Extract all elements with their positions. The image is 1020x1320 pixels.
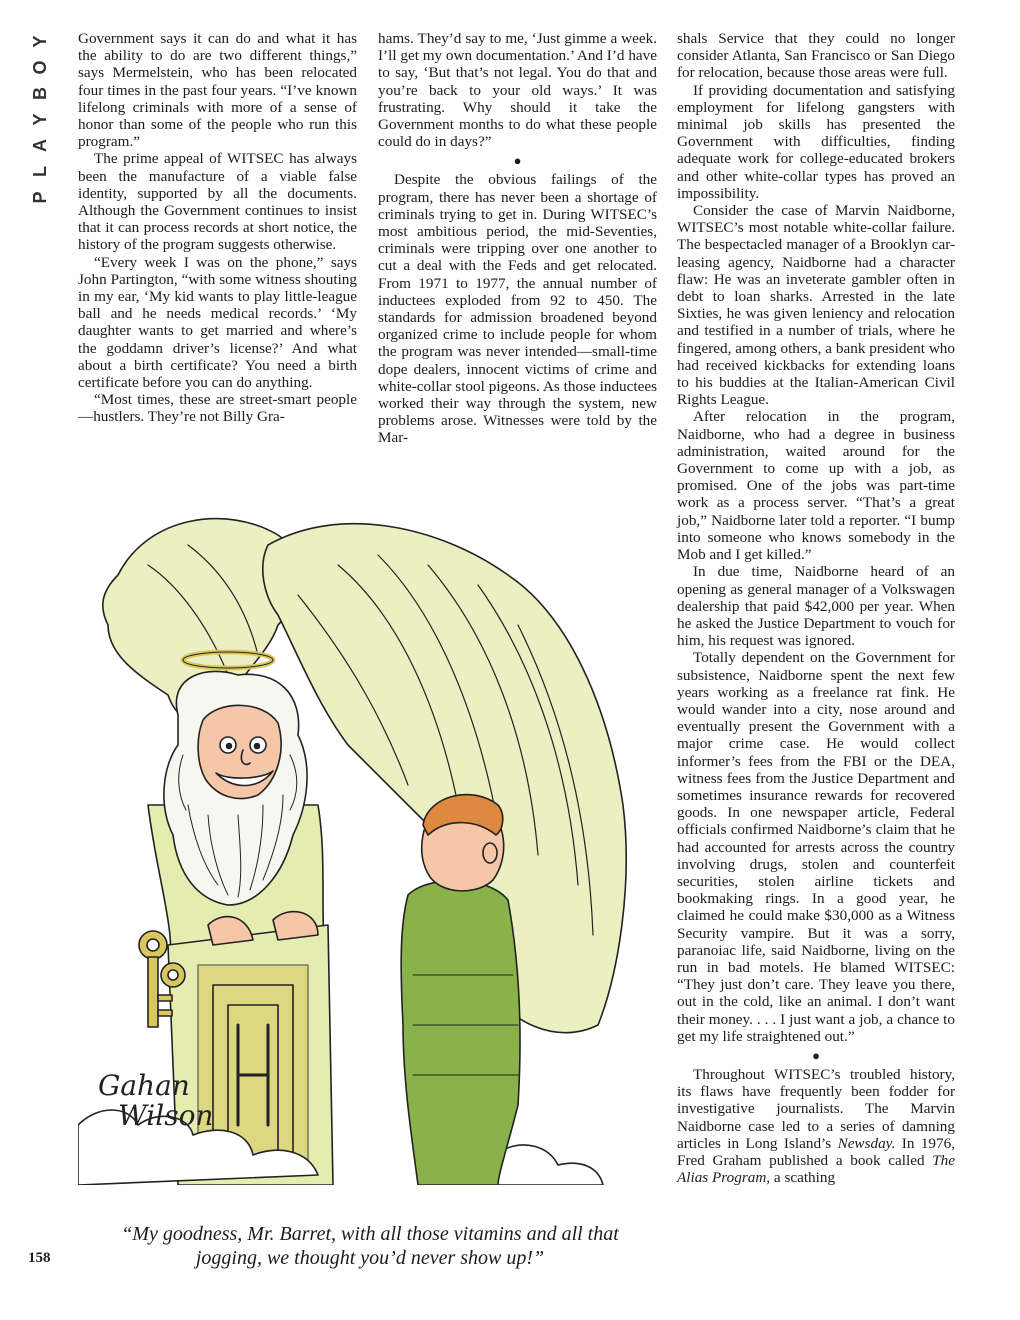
paragraph: hams. They’d say to me, ‘Just gimme a week. I’ll get my own documentation.’ And I’d have to say, ‘But that’s not legal. You do that and you’re back to your old ways.’ It was frustrating. Why should it take the Government months to do what these people could do in days?” — [378, 30, 657, 151]
paragraph: Consider the case of Marvin Naidborne, WITSEC’s most notable white-collar failure. The bespectacled manager of a Brooklyn car-leasing agency, Naidborne had a character flaw: He was an inveterate gambler often in debt to loan sharks. Arrested in the late Sixties, he was given leniency and relocation and testified in a number of trials, where he fingered, among others, a bank president who had received kickbacks for extending loans to his buddies at the Italian-American Civil Rights League. — [677, 202, 955, 409]
paragraph: The prime appeal of WITSEC has always been the manufacture of a viable false identity, supported by all the documents. Although the Government continues to insist that it can process records at short notice, the history of the program suggests otherwise. — [78, 150, 357, 254]
paragraph: After relocation in the program, Naidborne, who had a degree in business administration, waited around for the Government to come up with a job, as promised. One of the jobs was part-time work as a process server. “That’s a great job,” Naidborne later told a reporter. “I bump into someone who knows somebody in the Mob and I get killed.” — [677, 408, 955, 564]
paragraph: Throughout WITSEC’s troubled history, its flaws have frequently been fodder for investigative journalists. The Marvin Naidborne case led to a series of damning articles in Long Island’s Newsday. In 1976, Fred Graham published a book called The Alias Program, a scathing — [677, 1065, 955, 1187]
cartoon-illustration — [78, 505, 648, 1185]
paragraph: Totally dependent on the Government for subsistence, Naidborne spent the next few years working as a freelance rat fink. He would wander into a city, nose around and eventually present the Government with a major crime case. He would collect informer’s fees from the FBI or the DEA, witness fees from the Justice Department and sometimes insurance rewards for recovered goods. In one newspaper article, Federal officials confirmed Naidborne’s claim that he had accounted for arrests across the country involving drugs, stolen and counterfeit securities, stolen airline tickets and bookmaking rings. In a good year, he claimed he could make $30,000 as a Witness Security vampire. But it was a sorry, paranoiac life, said Naidborne, living on the run in bad motels. He blamed WITSEC: “They just don’t care. They leave you there, out in the cold, like an animal. I don’t want their money. . . . I just want a job, a chance to get my life straightened out.” — [677, 649, 955, 1045]
cartoon-caption: “My goodness, Mr. Barret, with all those vitamins and all that jogging, we thought you’d never show up!” — [121, 1223, 619, 1269]
article-column-3 — [677, 30, 955, 1186]
section-bullet: ● — [812, 1047, 820, 1063]
signature-line-1: Gahan — [98, 1069, 190, 1102]
article-column-2 — [378, 30, 657, 447]
paragraph: If providing documentation and satisfying employment for lifelong gangsters with minimal job skills has presented the Government with difficulties, finding adequate work for college-educated brokers and other white-collar types has proved an impossibility. — [677, 81, 955, 202]
section-bullet: ● — [513, 153, 522, 169]
paragraph: “Every week I was on the phone,” says John Partington, “with some witness shouting in my ear, ‘My kid wants to play little-league ball and he needs medical records.’ ‘My daughter wants to get married and where’s the goddamn driver’s license?’ And what about a birth certificate? You need a birth certificate before you can do anything. — [78, 253, 357, 392]
masthead-letter: P — [30, 190, 50, 204]
masthead — [30, 28, 56, 210]
publication-name: Newsday. — [837, 1134, 896, 1152]
man-suit — [401, 881, 520, 1185]
book-title: The Alias Program, — [677, 1152, 955, 1187]
paragraph: shals Service that they could no longer consider Atlanta, San Francisco or San Diego for relocation, because those areas were full. — [677, 30, 955, 82]
page-number: 158 — [28, 1250, 51, 1266]
masthead-letter: A — [30, 138, 50, 152]
masthead-letter: L — [30, 165, 50, 177]
paragraph: “Most times, these are street-smart people—hustlers. They’re not Billy Gra- — [78, 391, 357, 426]
paragraph: Government says it can do and what it has the ability to do are two different things,” says Mermelstein, who has been relocated four times in the past four years. “I’ve known lifelong criminals with more of a sense of honor than some of the people who run this program.” — [78, 30, 357, 151]
paragraph: In due time, Naidborne heard of an opening as general manager of a Volkswagen dealership that paid $42,000 per year. When he asked the Justice Department to vouch for him, his request was ignored. — [677, 563, 955, 650]
paragraph: Despite the obvious failings of the program, there has never been a shortage of criminals trying to get in. During WITSEC’s most ambitious period, the mid-Seventies, criminals were tripping over one another to cut a deal with the Feds and get relocated. From 1971 to 1977, the annual number of inductees exploded from 92 to 450. The standards for admission broadened beyond organized crime to include people for whom the program was never intended—small-time dope dealers, innocent victims of crime and white-collar stool pigeons. As those inductees worked their way through the system, new problems arose. Witnesses were told by the Mar- — [378, 171, 657, 447]
signature-line-2: Wilson — [118, 1099, 214, 1132]
masthead-letter: B — [30, 86, 50, 100]
article-column-1 — [78, 30, 357, 426]
masthead-letter: Y — [30, 34, 50, 48]
masthead-letter: Y — [30, 112, 50, 126]
masthead-letter: O — [30, 59, 50, 75]
